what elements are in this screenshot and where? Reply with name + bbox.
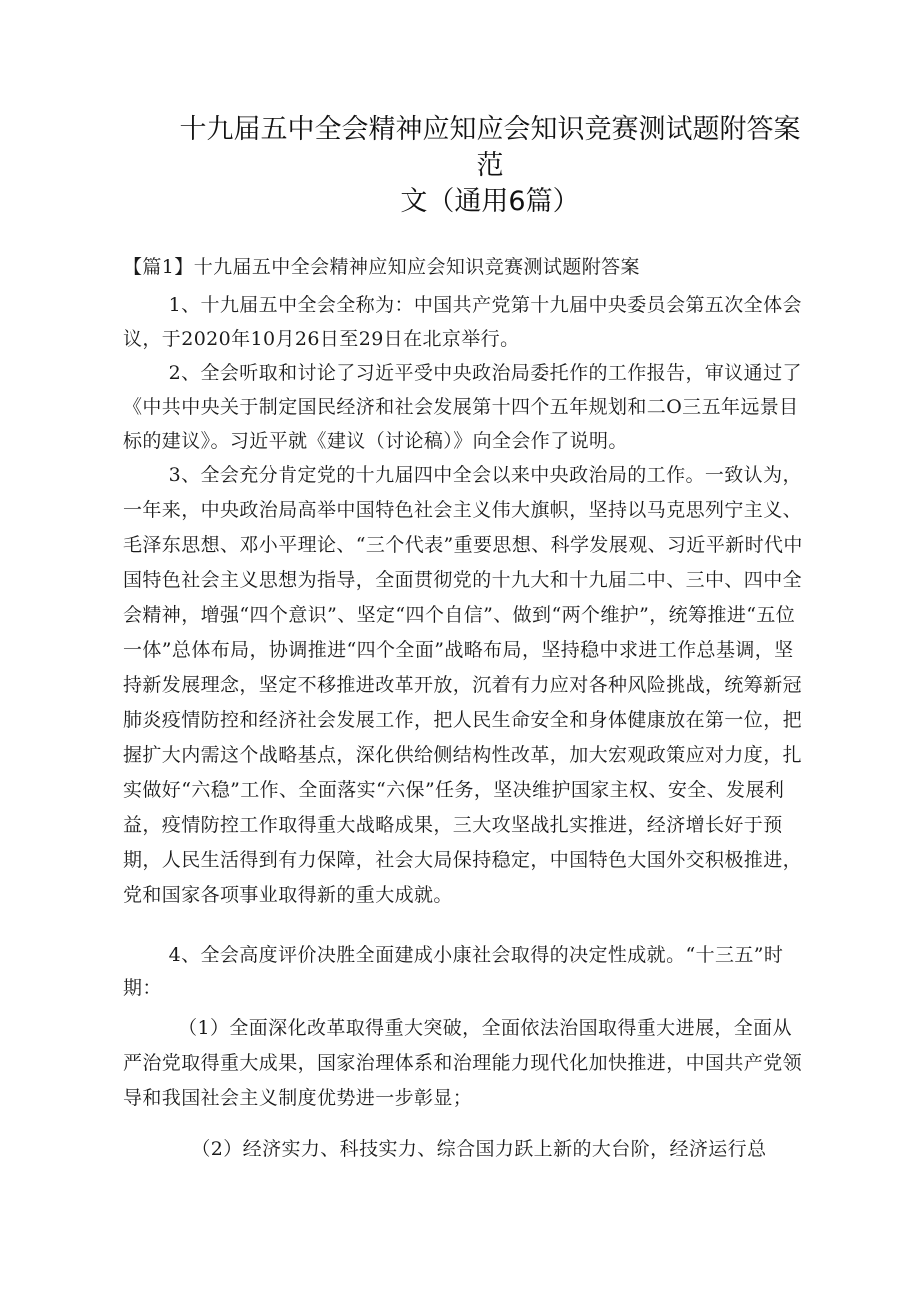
paragraph-4: 4、全会高度评价决胜全面建成小康社会取得的决定性成就。“十三五”时期：: [123, 944, 784, 999]
title-line-2: 文（通用6篇）: [400, 186, 580, 217]
paragraph-5: （1）全面深化改革取得重大突破，全面依法治国取得重大进展，全面从严治党取得重大成果，国家治理体系和治理能力现代化加快推进，中国共产党领导和我国社会主义制度优势进一步彰显；: [123, 1017, 803, 1109]
section-heading: 【篇1】十九届五中全会精神应知应会知识竞赛测试题附答案: [123, 256, 640, 278]
paragraph-3: 3、全会充分肯定党的十九届四中全会以来中央政治局的工作。一致认为，一年来，中央政治局高举中国特色社会主义伟大旗帜，坚持以马克思列宁主义、毛泽东思想、邓小平理论、“三个代表”重要思想、科学发展观、习近平新时代中国特色社会主义思想为指导，全面贯彻党的十九大和十九届二中、三中、四中全会精神，增强“四个意识”、坚定“四个自信”、做到“两个维护”，统筹推进“五位一体”总体布局，协调推进“四个全面”战略布局，坚持稳中求进工作总基调，坚持新发展理念，坚定不移推进改革开放，沉着有力应对各种风险挑战，统筹新冠肺炎疫情防控和经济社会发展工作，把人民生命安全和身体健康放在第一位，把握扩大内需这个战略基点，深化供给侧结构性改革，加大宏观政策应对力度，扎实做好“六稳”工作、全面落实“六保”任务，坚决维护国家主权、安全、发展利益，疫情防控工作取得重大战略成果，三大攻坚战扎实推进，经济增长好于预期，人民生活得到有力保障，社会大局保持稳定，中国特色大国外交积极推进，党和国家各项事业取得新的重大成就。: [123, 464, 803, 906]
title-line-1: 十九届五中全会精神应知应会知识竞赛测试题附答案范: [179, 114, 801, 181]
paragraph-2: 2、全会听取和讨论了习近平受中央政治局委托作的工作报告，审议通过了《中共中央关于制定国民经济和社会发展第十四个五年规划和二O三五年远景目标的建议》。习近平就《建议（讨论稿）》向全会作了说明。: [123, 362, 802, 452]
paragraph-6: （2）经济实力、科技实力、综合国力跃上新的大台阶，经济运行总: [191, 1138, 767, 1160]
document-title: [170, 112, 810, 220]
paragraph-1: 1、十九届五中全会全称为：中国共产党第十九届中央委员会第五次全体会议，于2020年10月26日至29日在北京举行。: [123, 294, 802, 350]
